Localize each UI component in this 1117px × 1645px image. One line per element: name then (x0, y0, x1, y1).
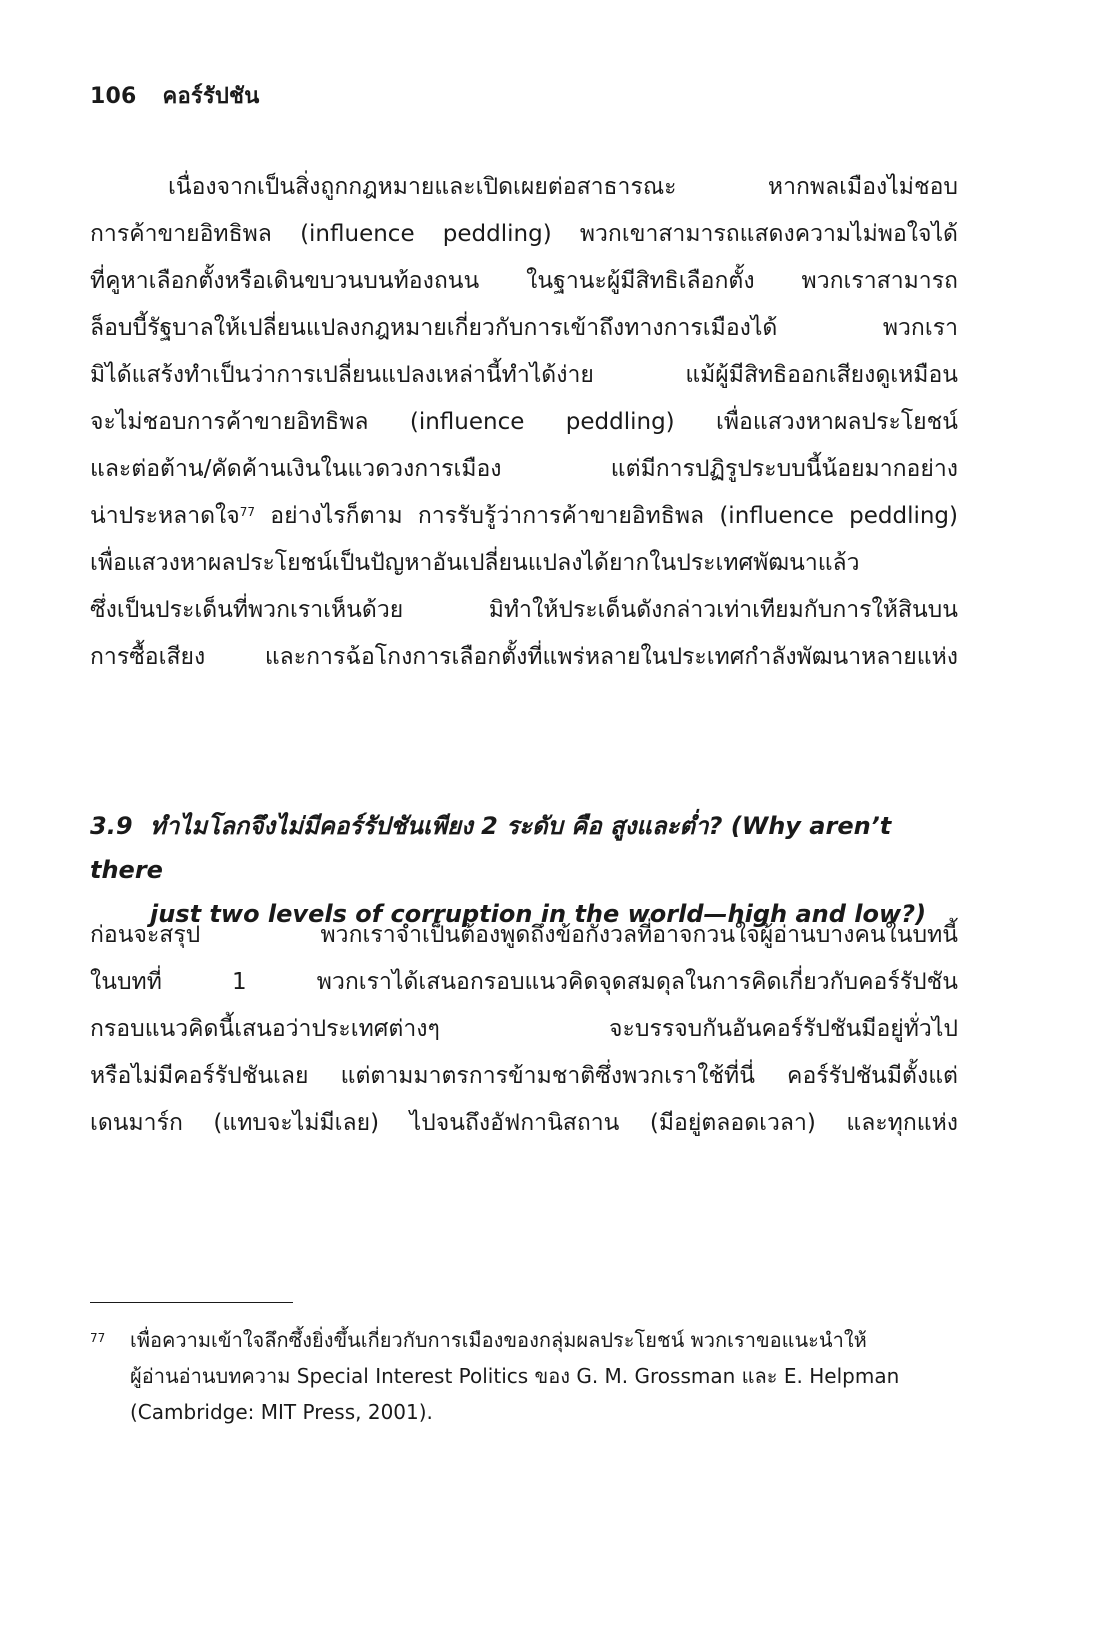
line-text-before-ref: น่าประหลาดใจ (90, 503, 240, 529)
section-title-part-2: just two levels of corruption in the world—high and low?) (150, 900, 927, 928)
page-number: 106 (90, 84, 137, 109)
paragraph-line (90, 493, 958, 540)
line-text-after-ref: อย่างไรก็ตาม การรับรู้ว่าการค้าขายอิทธิพล (influence peddling) (255, 503, 958, 529)
footnote-marker: 77 (90, 1331, 106, 1345)
running-title: คอร์รัปชัน (162, 84, 260, 109)
paragraph-line: เพื่อแสวงหาผลประโยชน์เป็นปัญหาอันเปลี่ยนแปลงได้ยากในประเทศพัฒนาแล้ว (90, 550, 860, 576)
body-paragraph-2 (90, 912, 958, 1147)
paragraph-line: ซึ่งเป็นประเด็นที่พวกเราเห็นด้วย มิทำให้ประเด็นดังกล่าวเท่าเทียมกับการให้สินบน (90, 597, 958, 623)
section-title-part-1: ทำไมโลกจึงไม่มีคอร์รัปชันเพียง 2 ระดับ คือ สูงและต่ำ? (Why aren’t there (90, 812, 892, 884)
paragraph-line: ล็อบบี้รัฐบาลให้เปลี่ยนแปลงกฎหมายเกี่ยวกับการเข้าถึงทางการเมืองได้ พวกเรา (90, 315, 958, 341)
paragraph-line: ที่คูหาเลือกตั้งหรือเดินขบวนบนท้องถนน ในฐานะผู้มีสิทธิเลือกตั้ง พวกเราสามารถ (90, 268, 958, 294)
footnote-line: (Cambridge: MIT Press, 2001). (130, 1400, 433, 1424)
paragraph-line: การค้าขายอิทธิพล (influence peddling) พวกเขาสามารถแสดงความไม่พอใจได้ (90, 221, 958, 247)
footnote-reference[interactable]: 77 (239, 505, 256, 519)
paragraph-line: จะไม่ชอบการค้าขายอิทธิพล (influence peddling) เพื่อแสวงหาผลประโยชน์ (90, 409, 958, 435)
paragraph-line: มิได้แสร้งทำเป็นว่าการเปลี่ยนแปลงเหล่านี้ทำได้ง่าย แม้ผู้มีสิทธิออกเสียงดูเหมือน (90, 362, 958, 388)
paragraph-line: กรอบแนวคิดนี้เสนอว่าประเทศต่างๆ จะบรรจบกันอันคอร์รัปชันมีอยู่ทั่วไป (90, 1016, 958, 1042)
paragraph-line: เนื่องจากเป็นสิ่งถูกกฎหมายและเปิดเผยต่อสาธารณะ หากพลเมืองไม่ชอบ (168, 174, 958, 200)
footnote (90, 1322, 958, 1430)
footnote-line: เพื่อความเข้าใจลึกซึ้งยิ่งขึ้นเกี่ยวกับการเมืองของกลุ่มผลประโยชน์ พวกเราขอแนะนำให้ (130, 1328, 867, 1352)
section-heading-line-1 (90, 804, 958, 892)
paragraph-line: หรือไม่มีคอร์รัปชันเลย แต่ตามมาตรการข้ามชาติซึ่งพวกเราใช้ที่นี่ คอร์รัปชันมีตั้งแต่ (90, 1063, 958, 1089)
paragraph-line: และต่อต้าน/คัดค้านเงินในแวดวงการเมือง แต่มีการปฏิรูประบบนี้น้อยมากอย่าง (90, 456, 958, 482)
paragraph-line: เดนมาร์ก (แทบจะไม่มีเลย) ไปจนถึงอัฟกานิสถาน (มีอยู่ตลอดเวลา) และทุกแห่ง (90, 1110, 958, 1136)
body-paragraph-1 (90, 164, 958, 681)
footnote-divider (90, 1302, 293, 1303)
footnote-line: ผู้อ่านอ่านบทความ Special Interest Politics ของ G. M. Grossman และ E. Helpman (130, 1364, 900, 1388)
page-header (90, 78, 259, 113)
paragraph-line: การซื้อเสียง และการฉ้อโกงการเลือกตั้งที่แพร่หลายในประเทศกำลังพัฒนาหลายแห่ง (90, 644, 958, 670)
paragraph-line: ก่อนจะสรุป พวกเราจำเป็นต้องพูดถึงข้อกังวลที่อาจกวนใจผู้อ่านบางคนในบทนี้ (90, 922, 958, 948)
paragraph-line: ในบทที่ 1 พวกเราได้เสนอกรอบแนวคิดจุดสมดุลในการคิดเกี่ยวกับคอร์รัปชัน (90, 969, 958, 995)
section-number: 3.9 (90, 812, 133, 840)
